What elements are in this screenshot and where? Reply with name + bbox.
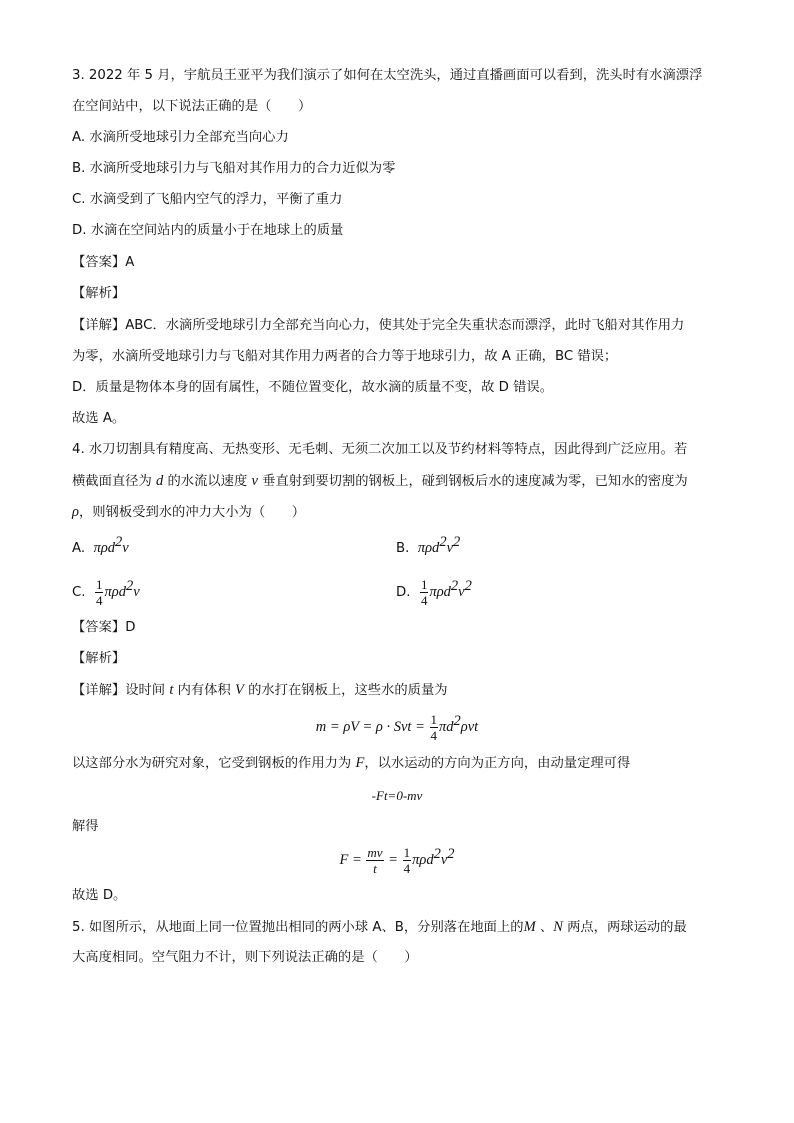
detail-text: 以这部分水为研究对象，它受到钢板的作用力为 <box>72 756 356 771</box>
q4-option-a <box>72 534 129 559</box>
q4-option-d <box>396 574 472 611</box>
option-label: A. <box>72 541 86 556</box>
exponent: 2 <box>464 578 472 594</box>
eq-lhs: F <box>339 852 349 868</box>
q3-stem-line2: 在空间站中，以下说法正确的是（ ） <box>72 99 312 114</box>
answer-value: D <box>125 620 136 635</box>
q4-equation-mass <box>0 708 794 747</box>
var-N: N <box>553 919 563 935</box>
detail-tag: 【详解】 <box>72 683 126 698</box>
option-expr-tail: v <box>122 540 129 556</box>
q4-object-line <box>72 753 630 774</box>
frac-den: 4 <box>420 592 428 608</box>
q3-detail-line3: D．质量是物体本身的固有属性，不随位置变化，故水滴的质量不变，故 D 错误。 <box>72 380 554 395</box>
q3-option-b: B. 水滴所受地球引力与飞船对其作用力的合力近似为零 <box>72 161 396 176</box>
q5-stem-line2: 大高度相同。空气阻力不计，则下列说法正确的是（ ） <box>72 950 418 965</box>
var-t: t <box>169 682 174 698</box>
q4-option-c <box>72 574 140 611</box>
var-M: M <box>523 919 536 935</box>
q4-analysis-tag: 【解析】 <box>72 651 126 666</box>
option-label: B. <box>396 541 410 556</box>
frac-num: 1 <box>430 711 437 727</box>
stem-text: 、 <box>535 920 554 935</box>
eq-tail: πd <box>439 719 454 735</box>
q3-stem-line1: 3. 2022 年 5 月，宇航员王亚平为我们演示了如何在太空洗头，通过直播画面可以看到，洗头时有水滴漂浮 <box>72 68 703 83</box>
exponent: 2 <box>453 713 461 729</box>
q3-analysis-tag: 【解析】 <box>72 286 126 301</box>
stem-text: 两点，两球运动的最 <box>562 920 687 935</box>
option-expr-tail: v <box>458 584 465 600</box>
eq-tail: v <box>440 852 448 868</box>
q3-answer <box>72 253 134 273</box>
stem-text: ，则钢板受到水的冲力大小为（ ） <box>78 505 306 520</box>
q4-option-b <box>396 534 461 559</box>
q4-answer <box>72 618 135 638</box>
option-label: C. <box>72 585 86 600</box>
option-expr: πρd <box>417 540 440 556</box>
detail-tag: 【详解】 <box>72 318 126 333</box>
q4-solve-label: 解得 <box>72 819 99 834</box>
eq-tail: ρvt <box>460 719 479 735</box>
exponent: 2 <box>447 846 455 862</box>
option-expr-tail: v <box>133 584 140 600</box>
option-label: D. <box>396 585 411 600</box>
detail-text: 内有体积 <box>173 683 235 698</box>
eq-lhs: m <box>315 719 327 735</box>
exponent: 2 <box>125 578 134 594</box>
q4-conclusion: 故选 D。 <box>72 888 127 903</box>
q3-option-d: D. 水滴在空间站内的质量小于在地球上的质量 <box>72 223 344 238</box>
eq-equals: = <box>384 852 402 868</box>
q3-detail-line2: 为零，水滴所受地球引力与飞船对其作用力两者的合力等于地球引力，故 A 正确，BC 错误； <box>72 349 618 364</box>
fraction <box>366 846 383 875</box>
exponent: 2 <box>433 846 441 862</box>
q3-option-a: A. 水滴所受地球引力全部充当向心力 <box>72 130 289 145</box>
frac-den: 4 <box>95 592 103 608</box>
fraction <box>430 713 439 742</box>
stem-text: 垂直射到要切割的钢板上，碰到钢板后水的速度减为零，已知水的密度为 <box>257 474 688 489</box>
q4-stem-line1: 4. 水刀切割具有精度高、无热变形、无毛刺、无须二次加工以及节约材料等特点，因此得到广泛应用。若 <box>72 442 688 457</box>
option-expr: πρd <box>104 584 126 600</box>
exponent: 2 <box>450 578 459 594</box>
detail-text: 的水打在钢板上，这些水的质量为 <box>243 683 448 698</box>
answer-value: A <box>125 255 135 270</box>
frac-num: 1 <box>403 844 411 860</box>
frac-num: 1 <box>420 576 428 592</box>
eq-momentum: -Ft=0-mv <box>371 788 423 803</box>
fraction <box>95 578 104 607</box>
q5-stem-line1 <box>72 917 687 938</box>
option-expr: πρd <box>93 540 116 556</box>
fraction <box>420 578 429 607</box>
frac-den: 4 <box>403 860 411 876</box>
exponent: 2 <box>453 534 461 550</box>
detail-text: 设时间 <box>125 683 170 698</box>
stem-text: 横截面直径为 <box>72 474 157 489</box>
var-F: F <box>355 755 365 771</box>
exponent: 2 <box>115 534 123 550</box>
var-rho: ρ <box>72 504 79 520</box>
q4-stem-line3 <box>72 502 305 523</box>
eq-tail: πρd <box>412 852 434 868</box>
option-expr-tail: v <box>446 540 453 556</box>
exponent: 2 <box>439 534 447 550</box>
frac-num: 1 <box>95 576 103 592</box>
frac-num: mv <box>367 844 383 860</box>
stem-text: 的水流以速度 <box>163 474 252 489</box>
detail-text: ，以水运动的方向为正方向，由动量定理可得 <box>364 756 631 771</box>
q3-conclusion: 故选 A。 <box>72 411 126 426</box>
q3-option-c: C. 水滴受到了飞船内空气的浮力，平衡了重力 <box>72 192 343 207</box>
detail-text: ABC．水滴所受地球引力全部充当向心力，使其处于完全失重状态而漂浮，此时飞船对其作用力 <box>125 318 685 333</box>
frac-den: 4 <box>430 727 437 743</box>
stem-text: 5. 如图所示，从地面上同一位置抛出相同的两小球 A、B，分别落在地面上的 <box>72 920 524 935</box>
answer-tag: 【答案】 <box>72 620 126 635</box>
option-expr: πρd <box>429 584 451 600</box>
frac-den: t <box>373 860 377 876</box>
var-d: d <box>156 473 164 489</box>
var-V: V <box>235 682 244 698</box>
q4-equation-momentum <box>0 786 794 807</box>
q4-equation-force <box>0 840 794 881</box>
var-v: v <box>251 473 258 489</box>
answer-tag: 【答案】 <box>72 255 126 270</box>
eq-mid: = ρV = ρ · Svt = <box>326 719 429 735</box>
eq-equals: = <box>348 852 366 868</box>
q4-detail-line1 <box>72 680 448 701</box>
q4-stem-line2 <box>72 471 688 492</box>
fraction <box>403 846 412 875</box>
q3-detail-line1 <box>72 316 684 336</box>
